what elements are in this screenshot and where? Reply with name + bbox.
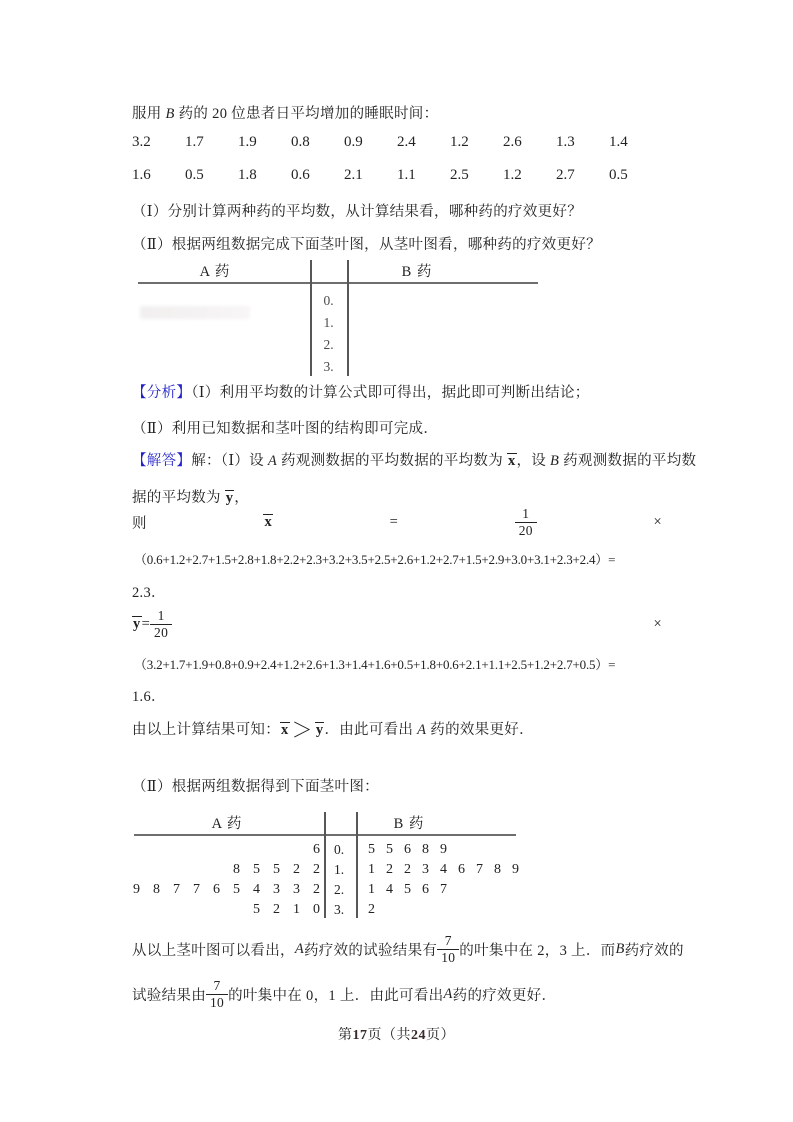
stemleaf-row [132,840,662,860]
drug-b-var: B [550,453,560,469]
value-cell: 4 [440,862,447,877]
a-leaves [132,842,320,858]
stemleaf-rows [132,840,662,920]
value-cell: 4 [386,882,393,897]
value-cell: 2 [313,862,320,877]
solution-text: 解：（Ⅰ）设 [191,453,268,469]
closing-line-1 [132,930,684,968]
value-cell: 0.9 [344,134,363,150]
conclusion-part1 [132,714,534,744]
equals-sign: = [141,615,151,632]
solution-text: 药观测数据的平均数据的平均数为 [277,453,507,469]
fraction-1-20: $\frac{1}{20}$ [150,608,172,640]
intro-text: 服用 [132,106,166,122]
question-1: （Ⅰ）分别计算两种药的平均数，从计算结果看，哪种药的疗效更好？ [132,204,583,220]
closing-line-2 [132,975,556,1013]
value-cell: 1. [323,315,334,330]
plot-b-header: B 药 [393,816,425,832]
filled-stemleaf-plot [132,810,662,925]
value-cell: 1 [368,862,375,877]
sum-line-a: （0.6+1.2+2.7+1.5+2.8+1.8+2.2+2.3+3.2+3.5+2.5+2.6+1.2+2.7+1.5+2.9+3.0+3.1+2.3+2.4）= [134,552,616,567]
solution-line-2 [132,486,249,507]
fraction-7-10: $\frac{7}{10}$ [437,933,459,965]
value-cell: 3 [273,882,280,897]
value-cell: 1.2 [450,134,469,150]
value-cell: 2 [386,862,393,877]
y-bar-var: y [225,490,234,506]
formula-xbar [132,505,662,539]
footer-text: 第 [338,1028,353,1043]
sum-line-b: （3.2+1.7+1.9+0.8+0.9+2.4+1.2+2.6+1.3+1.4+1.6+0.5+1.8+0.6+2.1+1.1+2.5+1.2+2.7+0.5）= [134,657,616,672]
solution-text: 据的平均数为 [132,490,225,506]
solution-text: 药观测数据的平均数 [559,453,697,469]
stem-value: 2. [333,882,345,897]
stemleaf-row [132,880,662,900]
value-cell: 3 [422,862,429,877]
value-cell: 0 [313,902,320,917]
solution-label: 【解答】 [132,453,192,469]
closing-text: 药的疗效更好． [452,987,557,1004]
value-cell: 9 [440,842,447,857]
value-cell: 1.8 [238,167,257,183]
value-cell: 0.6 [291,167,310,183]
closing-text: 从以上茎叶图可以看出， [132,942,295,959]
times-sign: × [653,615,662,632]
stem-value: 0. [333,842,345,857]
intro-text-post: 药的 20 位患者日平均增加的睡眠时间： [174,106,439,122]
a-leaves [132,882,320,898]
value-cell: 5 [386,842,393,857]
value-cell: 6 [458,862,465,877]
times-sign: × [653,513,662,530]
value-cell: 7 [193,882,200,897]
b-leaves [358,842,662,858]
a-leaves [132,862,320,878]
drug-b-var: B [615,940,625,957]
value-cell: 1.1 [397,167,416,183]
value-cell: 1.6 [132,167,151,183]
greater-than-sign: ＞ [291,718,313,742]
value-cell: 2 [293,862,300,877]
analysis-label: 【分析】 [132,385,192,401]
solution-line-1 [132,449,696,470]
ybar-equals-frac [132,608,172,640]
blank-table-a-header: A 药 [199,264,231,280]
closing-text: 药疗效的试验结果有 [303,942,438,959]
conclusion-text: ．由此可看出 [324,722,418,738]
closing-text: 药疗效的 [624,942,684,959]
analysis-line-1 [132,381,590,402]
table-stem-line-right [347,260,349,376]
mean-value-b: 1.6． [132,689,166,705]
value-cell: 0.8 [291,134,310,150]
a-leaves [132,902,320,918]
closing-text: 试验结果由 [132,987,206,1004]
value-cell: 2 [313,882,320,897]
watermark [140,306,250,319]
table-header-rule [138,282,538,284]
value-cell: 2. [323,337,334,352]
x-bar-var: x [281,722,289,738]
value-cell: 1.7 [185,134,204,150]
x-bar-var: x [264,513,272,530]
value-cell: 9 [133,882,140,897]
value-cell: 2.4 [397,134,416,150]
total-pages: 24 [411,1028,426,1043]
blank-stemleaf-table [132,256,662,381]
value-cell: 3 [293,882,300,897]
solution-text: ， [234,490,250,506]
value-cell: 5 [233,882,240,897]
value-cell: 2 [273,902,280,917]
stemleaf-row [132,900,662,920]
analysis-line-2: （Ⅱ）利用已知数据和茎叶图的结构即可完成． [132,421,439,437]
value-cell: 7 [173,882,180,897]
value-cell: 6 [313,842,320,857]
value-cell: 6 [422,882,429,897]
stem-value: 3. [333,902,345,917]
b-leaves [358,862,662,878]
value-cell: 2.7 [556,167,575,183]
b-leaves [358,882,662,898]
value-cell: 2.1 [344,167,363,183]
x-bar-var: x [507,453,516,469]
page-footer [0,1024,793,1044]
value-cell: 3.2 [132,134,151,150]
value-cell: 6 [404,842,411,857]
blank-table-b-header: B 药 [401,264,433,280]
stemleaf-row [132,860,662,880]
value-cell: 1 [293,902,300,917]
value-cell: 0. [323,293,334,308]
fraction-1-20: $\frac{1}{20}$ [515,506,537,538]
solution-text: ，设 [516,453,551,469]
y-bar-var: y [133,615,141,632]
value-cell: 8 [233,862,240,877]
value-cell: 7 [440,882,447,897]
value-cell: 1 [368,882,375,897]
equals-sign: = [389,513,399,530]
data-row-2 [132,167,662,184]
value-cell: 2.5 [450,167,469,183]
value-cell: 2 [404,862,411,877]
conclusion-text: 药的效果更好． [426,722,534,738]
value-cell: 1.9 [238,134,257,150]
closing-text: 的叶集中在 0，1 上．由此可看出 [228,987,444,1004]
formula-ybar [132,607,662,641]
value-cell: 1.4 [609,134,628,150]
value-cell: 5 [253,902,260,917]
footer-text: 页） [426,1028,455,1043]
value-cell: 5 [273,862,280,877]
analysis-text-1: （Ⅰ）利用平均数的计算公式即可得出，据此即可判断出结论； [191,385,590,401]
data-row-1 [132,134,662,151]
value-cell: 5 [253,862,260,877]
value-cell: 1.3 [556,134,575,150]
value-cell: 8 [153,882,160,897]
footer-text: 页（共 [367,1028,411,1043]
value-cell: 4 [253,882,260,897]
value-cell: 1.2 [503,167,522,183]
value-cell: 5 [368,842,375,857]
drug-a-var: A [294,940,304,957]
value-cell: 0.5 [609,167,628,183]
drug-b-var: B [165,106,175,122]
value-cell: 9 [512,862,519,877]
value-cell: 5 [404,882,411,897]
drug-a-var: A [267,453,278,469]
closing-text: 的叶集中在 2，3 上．而 [459,942,616,959]
drug-a-var: A [417,722,427,738]
value-cell: 8 [494,862,501,877]
drug-a-var: A [443,985,453,1002]
value-cell: 3. [323,359,334,374]
value-cell: 8 [422,842,429,857]
conclusion-text: 由以上计算结果可知： [132,722,280,738]
question-2: （Ⅱ）根据两组数据完成下面茎叶图，从茎叶图看，哪种药的疗效更好？ [132,237,601,253]
stem-value: 1. [333,862,345,877]
formula-then: 则 [132,515,147,532]
value-cell: 0.5 [185,167,204,183]
blank-table-stems [310,290,347,378]
value-cell: 7 [476,862,483,877]
mean-value-a: 2.3． [132,585,166,601]
value-cell: 2 [368,902,375,917]
y-bar-var: y [315,722,324,738]
intro-line [132,102,438,123]
value-cell: 6 [213,882,220,897]
plot-a-header: A 药 [211,816,243,832]
fraction-7-10: $\frac{7}{10}$ [206,978,228,1010]
page-number: 17 [352,1028,368,1043]
b-leaves [358,902,662,918]
part2-intro: （Ⅱ）根据两组数据得到下面茎叶图： [132,779,379,795]
value-cell: 2.6 [503,134,522,150]
